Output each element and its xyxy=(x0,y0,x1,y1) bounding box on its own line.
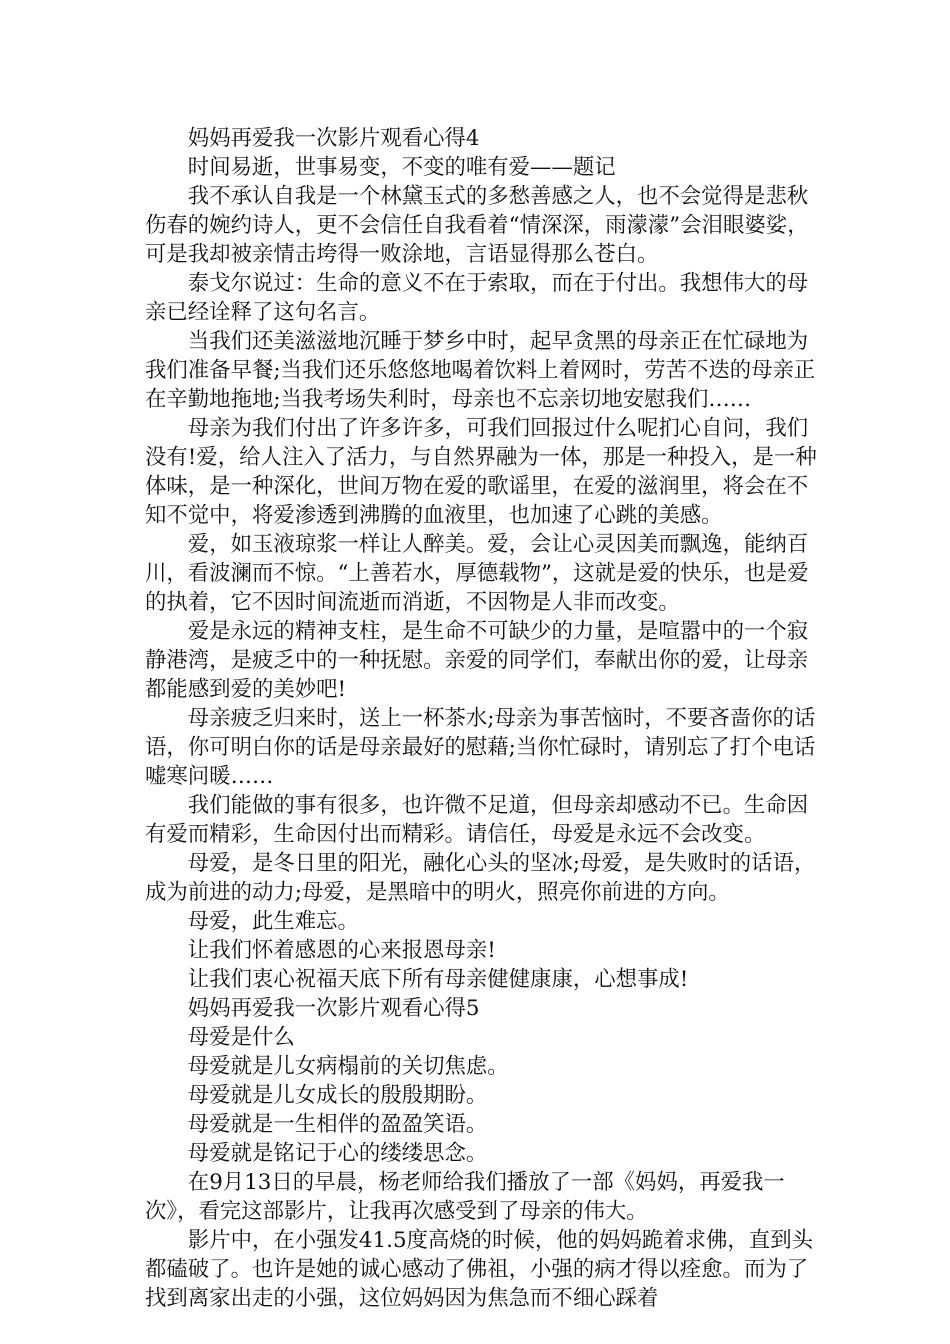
paragraph: 影片中，在小强发41.5度高烧的时候，他的妈妈跪着求佛，直到头都磕破了。也许是她的诚心感动了佛祖，小强的病才得以痊愈。而为了找到离家出走的小强，这位妈妈因为焦急而不细心踩着 xyxy=(145,1228,813,1311)
paragraph: 爱，如玉液琼浆一样让人醉美。爱，会让心灵因美而飘逸，能纳百川，看波澜而不惊。“上善若水，厚德载物”，这就是爱的快乐，也是爱的执着，它不因时间流逝而消逝，不因物是人非而改变。 xyxy=(145,532,809,615)
paragraph: 我们能做的事有很多，也许微不足道，但母亲却感动不已。生命因有爱而精彩，生命因付出而精彩。请信任，母爱是永远不会改变。 xyxy=(145,793,809,847)
paragraph: 母爱就是铭记于心的缕缕思念。 xyxy=(187,1141,488,1166)
paragraph: 让我们衷心祝福天底下所有母亲健健康康，心想事成! xyxy=(187,967,689,992)
paragraph: 母爱，是冬日里的阳光，融化心头的坚冰;母爱，是失败时的话语，成为前进的动力;母爱，是黑暗中的明火，照亮你前进的方向。 xyxy=(145,851,816,905)
paragraph: 当我们还美滋滋地沉睡于梦乡中时，起早贪黑的母亲正在忙碌地为我们准备早餐;当我们还乐悠悠地喝着饮料上着网时，劳苦不迭的母亲正在辛勤地拖地;当我考场失利时，母亲也不忘亲切地安慰我们…… xyxy=(145,329,816,412)
paragraph: 母爱，此生难忘。 xyxy=(187,909,359,934)
document-body xyxy=(145,124,821,1313)
subheading: 母爱是什么 xyxy=(187,1025,295,1050)
paragraph: 母爱就是儿女成长的殷殷期盼。 xyxy=(187,1083,488,1108)
heading-review-4: 妈妈再爱我一次影片观看心得4 xyxy=(187,126,480,151)
paragraph: 我不承认自我是一个林黛玉式的多愁善感之人，也不会觉得是悲秋伤春的婉约诗人，更不会信任自我看着“情深深，雨濛濛”会泪眼婆娑，可是我却被亲情击垮得一败涂地，言语显得那么苍白。 xyxy=(145,184,809,267)
paragraph: 在9月13日的早晨，杨老师给我们播放了一部《妈妈，再爱我一次》，看完这部影片，让我再次感受到了母亲的伟大。 xyxy=(145,1170,785,1224)
paragraph: 让我们怀着感恩的心来报恩母亲! xyxy=(187,938,496,963)
epigraph: 时间易逝，世事易变，不变的唯有爱——题记 xyxy=(187,155,616,180)
heading-review-5: 妈妈再爱我一次影片观看心得5 xyxy=(187,996,480,1021)
paragraph: 母亲疲乏归来时，送上一杯茶水;母亲为事苦恼时，不要吝啬你的话语，你可明白你的话是母亲最好的慰藉;当你忙碌时，请别忘了打个电话嘘寒问暖…… xyxy=(145,706,816,789)
paragraph: 母爱就是儿女病榻前的关切焦虑。 xyxy=(187,1054,509,1079)
paragraph: 母爱就是一生相伴的盈盈笑语。 xyxy=(187,1112,488,1137)
paragraph: 爱是永远的精神支柱，是生命不可缺少的力量，是喧嚣中的一个寂静港湾，是疲乏中的一种抚慰。亲爱的同学们，奉献出你的爱，让母亲都能感到爱的美妙吧! xyxy=(145,619,809,702)
paragraph: 泰戈尔说过：生命的意义不在于索取，而在于付出。我想伟大的母亲已经诠释了这句名言。 xyxy=(145,271,809,325)
paragraph: 母亲为我们付出了许多许多，可我们回报过什么呢扪心自问，我们没有!爱，给人注入了活力，与自然界融为一体，那是一种投入，是一种体味，是一种深化，世间万物在爱的歌谣里，在爱的滋润里，将会在不知不觉中，将爱渗透到沸腾的血液里，也加速了心跳的美感。 xyxy=(145,416,817,528)
